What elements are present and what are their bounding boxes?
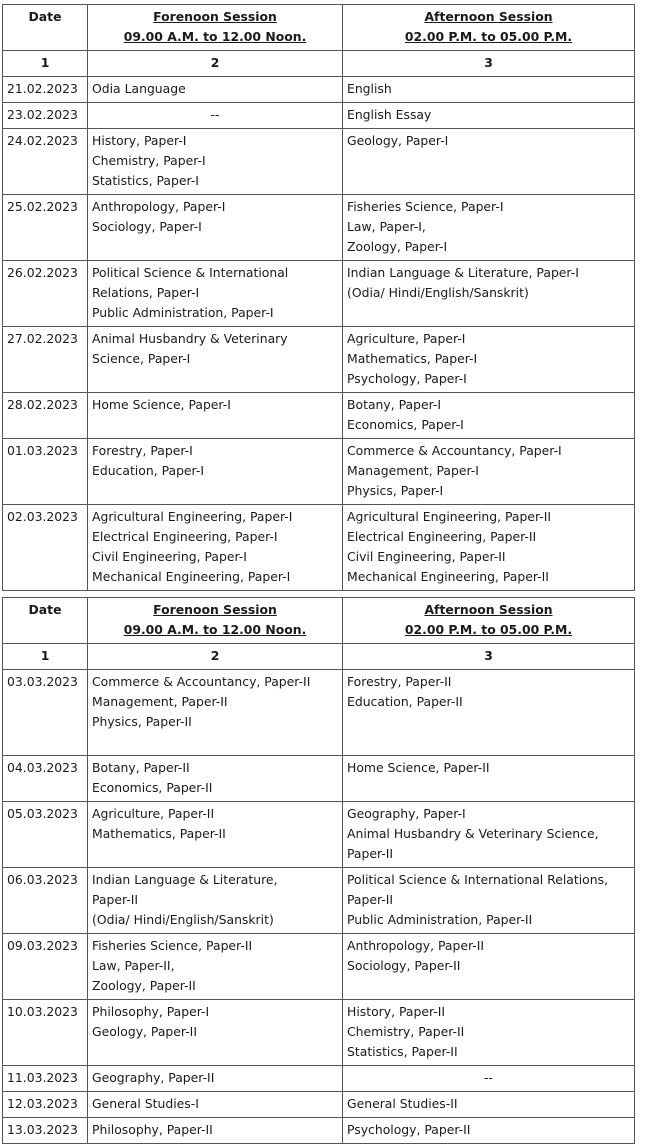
subject-line: Chemistry, Paper-II <box>347 1024 465 1039</box>
afternoon-subjects <box>343 439 635 505</box>
subject-line: Paper-II <box>347 892 394 907</box>
afternoon-title: Afternoon Session <box>424 9 553 24</box>
subject-line: Forestry, Paper-I <box>92 443 193 458</box>
subject-line: Zoology, Paper-II <box>92 978 196 993</box>
subject-line: Education, Paper-II <box>347 694 463 709</box>
subject-line: Geology, Paper-I <box>347 133 449 148</box>
subject-line: Indian Language & Literature, <box>92 872 278 887</box>
subject-line: -- <box>484 1070 493 1085</box>
subject-line: Geography, Paper-I <box>347 806 466 821</box>
subject-line: Agricultural Engineering, Paper-II <box>347 509 552 524</box>
schedule-row <box>3 802 635 868</box>
forenoon-subjects <box>88 1118 343 1144</box>
forenoon-subjects <box>88 670 343 756</box>
forenoon-subjects <box>88 1000 343 1066</box>
afternoon-header <box>343 5 635 51</box>
afternoon-subjects <box>343 802 635 868</box>
subject-line: Paper-II <box>347 846 394 861</box>
subject-line: General Studies-II <box>347 1096 458 1111</box>
subject-line: Political Science & International Relations, <box>347 872 609 887</box>
column-number: 1 <box>3 51 88 77</box>
subject-line: History, Paper-I <box>92 133 187 148</box>
subject-line: Philosophy, Paper-I <box>92 1004 210 1019</box>
exam-date: 25.02.2023 <box>3 195 88 261</box>
forenoon-subjects <box>88 934 343 1000</box>
afternoon-title: Afternoon Session <box>424 602 553 617</box>
afternoon-time: 02.00 P.M. to 05.00 P.M. <box>404 29 573 44</box>
exam-date: 01.03.2023 <box>3 439 88 505</box>
afternoon-subjects <box>343 1066 635 1092</box>
date-header: Date <box>3 5 88 51</box>
afternoon-subjects <box>343 327 635 393</box>
subject-line: English Essay <box>347 107 432 122</box>
exam-date: 23.02.2023 <box>3 103 88 129</box>
subject-line: Education, Paper-I <box>92 463 204 478</box>
schedule-row <box>3 505 635 591</box>
subject-line: History, Paper-II <box>347 1004 446 1019</box>
subject-line: Civil Engineering, Paper-II <box>347 549 506 564</box>
afternoon-time: 02.00 P.M. to 05.00 P.M. <box>404 622 573 637</box>
exam-date: 02.03.2023 <box>3 505 88 591</box>
column-number: 2 <box>88 644 343 670</box>
subject-line: -- <box>210 107 220 122</box>
exam-date: 21.02.2023 <box>3 77 88 103</box>
forenoon-subjects <box>88 439 343 505</box>
column-number: 3 <box>343 644 635 670</box>
column-number-row <box>3 51 635 77</box>
afternoon-header <box>343 598 635 644</box>
subject-line: Management, Paper-II <box>92 694 228 709</box>
subject-line: Zoology, Paper-I <box>347 239 448 254</box>
afternoon-subjects <box>343 77 635 103</box>
forenoon-subjects <box>88 802 343 868</box>
subject-line: Sociology, Paper-I <box>92 219 202 234</box>
subject-line: Agriculture, Paper-I <box>347 331 466 346</box>
afternoon-subjects <box>343 505 635 591</box>
subject-line: Animal Husbandry & Veterinary Science, <box>347 826 599 841</box>
afternoon-subjects <box>343 1118 635 1144</box>
afternoon-subjects <box>343 195 635 261</box>
subject-line: Economics, Paper-I <box>347 417 464 432</box>
subject-line: General Studies-I <box>92 1096 199 1111</box>
subject-line: Electrical Engineering, Paper-II <box>347 529 537 544</box>
subject-line: Physics, Paper-I <box>347 483 444 498</box>
subject-line: English <box>347 81 392 96</box>
subject-line: Commerce & Accountancy, Paper-II <box>92 674 311 689</box>
timetable-part-1-body <box>3 5 635 591</box>
date-header: Date <box>3 598 88 644</box>
subject-line: Home Science, Paper-I <box>92 397 231 412</box>
schedule-row <box>3 103 635 129</box>
schedule-row <box>3 77 635 103</box>
schedule-row <box>3 670 635 756</box>
afternoon-subjects <box>343 868 635 934</box>
schedule-row <box>3 1092 635 1118</box>
forenoon-title: Forenoon Session <box>153 602 277 617</box>
afternoon-subjects <box>343 1092 635 1118</box>
column-number: 2 <box>88 51 343 77</box>
schedule-row <box>3 1066 635 1092</box>
timetable-part-2-body <box>3 598 635 1144</box>
subject-line: Statistics, Paper-I <box>92 173 199 188</box>
exam-date: 09.03.2023 <box>3 934 88 1000</box>
subject-line: Home Science, Paper-II <box>347 760 490 775</box>
exam-date: 10.03.2023 <box>3 1000 88 1066</box>
subject-line: Economics, Paper-II <box>92 780 213 795</box>
subject-line: Public Administration, Paper-I <box>92 305 274 320</box>
subject-line: Fisheries Science, Paper-II <box>92 938 253 953</box>
forenoon-subjects <box>88 505 343 591</box>
subject-line: Civil Engineering, Paper-I <box>92 549 247 564</box>
afternoon-subjects <box>343 261 635 327</box>
schedule-row <box>3 756 635 802</box>
timetable-part-1 <box>2 4 635 591</box>
schedule-row <box>3 327 635 393</box>
subject-line: Anthropology, Paper-II <box>347 938 485 953</box>
subject-line: Statistics, Paper-II <box>347 1044 458 1059</box>
subject-line: Physics, Paper-II <box>92 714 192 729</box>
forenoon-subjects <box>88 327 343 393</box>
schedule-row <box>3 934 635 1000</box>
subject-line: (Odia/ Hindi/English/Sanskrit) <box>347 285 529 300</box>
exam-date: 24.02.2023 <box>3 129 88 195</box>
subject-line: Public Administration, Paper-II <box>347 912 533 927</box>
subject-line: Science, Paper-I <box>92 351 191 366</box>
subject-line: Odia Language <box>92 81 186 96</box>
subject-line: Chemistry, Paper-I <box>92 153 206 168</box>
exam-date: 13.03.2023 <box>3 1118 88 1144</box>
afternoon-subjects <box>343 934 635 1000</box>
forenoon-subjects <box>88 129 343 195</box>
subject-line: Anthropology, Paper-I <box>92 199 226 214</box>
schedule-row <box>3 439 635 505</box>
subject-line: Psychology, Paper-II <box>347 1122 471 1137</box>
exam-date: 12.03.2023 <box>3 1092 88 1118</box>
forenoon-subjects <box>88 1092 343 1118</box>
column-number: 3 <box>343 51 635 77</box>
subject-line: Geography, Paper-II <box>92 1070 215 1085</box>
header-row <box>3 598 635 644</box>
subject-line: Political Science & International <box>92 265 289 280</box>
timetable-part-2 <box>2 597 635 1144</box>
exam-date: 11.03.2023 <box>3 1066 88 1092</box>
forenoon-subjects <box>88 868 343 934</box>
schedule-row <box>3 195 635 261</box>
subject-line: (Odia/ Hindi/English/Sanskrit) <box>92 912 274 927</box>
schedule-row <box>3 1118 635 1144</box>
subject-line: Mechanical Engineering, Paper-II <box>347 569 549 584</box>
exam-date: 28.02.2023 <box>3 393 88 439</box>
schedule-row <box>3 868 635 934</box>
subject-line: Botany, Paper-I <box>347 397 442 412</box>
subject-line: Indian Language & Literature, Paper-I <box>347 265 579 280</box>
forenoon-header <box>88 598 343 644</box>
schedule-row <box>3 129 635 195</box>
subject-line: Psychology, Paper-I <box>347 371 467 386</box>
subject-line: Philosophy, Paper-II <box>92 1122 213 1137</box>
exam-timetable <box>2 4 634 1144</box>
forenoon-time: 09.00 A.M. to 12.00 Noon. <box>123 29 307 44</box>
exam-date: 06.03.2023 <box>3 868 88 934</box>
exam-date: 26.02.2023 <box>3 261 88 327</box>
forenoon-subjects <box>88 756 343 802</box>
afternoon-subjects <box>343 1000 635 1066</box>
forenoon-subjects <box>88 195 343 261</box>
schedule-row <box>3 393 635 439</box>
exam-date: 04.03.2023 <box>3 756 88 802</box>
subject-line: Relations, Paper-I <box>92 285 200 300</box>
subject-line: Fisheries Science, Paper-I <box>347 199 504 214</box>
subject-line: Agricultural Engineering, Paper-I <box>92 509 293 524</box>
subject-line: Mechanical Engineering, Paper-I <box>92 569 291 584</box>
forenoon-subjects <box>88 77 343 103</box>
afternoon-subjects <box>343 103 635 129</box>
forenoon-subjects <box>88 103 343 129</box>
exam-date: 03.03.2023 <box>3 670 88 756</box>
subject-line: Paper-II <box>92 892 139 907</box>
forenoon-subjects <box>88 393 343 439</box>
schedule-row <box>3 1000 635 1066</box>
subject-line: Commerce & Accountancy, Paper-I <box>347 443 562 458</box>
subject-line: Agriculture, Paper-II <box>92 806 215 821</box>
subject-line: Animal Husbandry & Veterinary <box>92 331 288 346</box>
forenoon-subjects <box>88 261 343 327</box>
subject-line: Geology, Paper-II <box>92 1024 197 1039</box>
subject-line: Mathematics, Paper-I <box>347 351 478 366</box>
subject-line: Law, Paper-II, <box>92 958 175 973</box>
afternoon-subjects <box>343 670 635 756</box>
subject-line: Mathematics, Paper-II <box>92 826 226 841</box>
afternoon-subjects <box>343 756 635 802</box>
header-row <box>3 5 635 51</box>
column-number-row <box>3 644 635 670</box>
subject-line: Electrical Engineering, Paper-I <box>92 529 278 544</box>
subject-line: Forestry, Paper-II <box>347 674 452 689</box>
subject-line: Botany, Paper-II <box>92 760 190 775</box>
subject-line: Management, Paper-I <box>347 463 479 478</box>
subject-line: Sociology, Paper-II <box>347 958 461 973</box>
forenoon-time: 09.00 A.M. to 12.00 Noon. <box>123 622 307 637</box>
subject-line: Law, Paper-I, <box>347 219 426 234</box>
forenoon-title: Forenoon Session <box>153 9 277 24</box>
afternoon-subjects <box>343 129 635 195</box>
exam-date: 27.02.2023 <box>3 327 88 393</box>
column-number: 1 <box>3 644 88 670</box>
schedule-row <box>3 261 635 327</box>
afternoon-subjects <box>343 393 635 439</box>
forenoon-subjects <box>88 1066 343 1092</box>
forenoon-header <box>88 5 343 51</box>
exam-date: 05.03.2023 <box>3 802 88 868</box>
